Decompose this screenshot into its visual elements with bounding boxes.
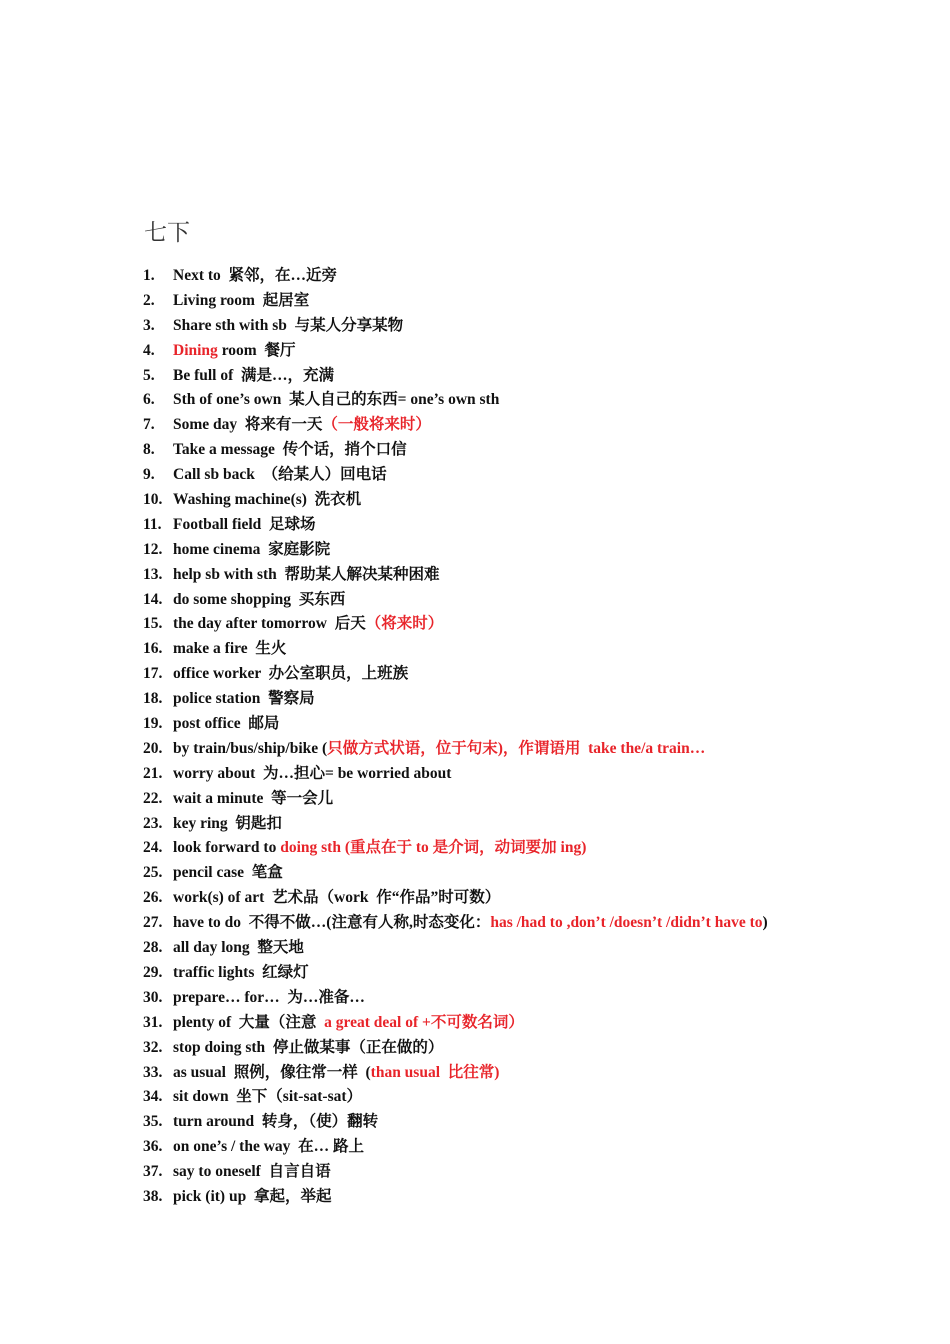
item-text [173, 413, 431, 438]
item-segment: have to do 不得不做…(注意有人称,时态变化： [173, 914, 491, 932]
list-item [143, 289, 933, 314]
item-segment: Living room 起居室 [173, 291, 310, 309]
item-text [173, 637, 286, 662]
item-number: 25. [143, 864, 163, 882]
item-segment: Sth of one’s own 某人自己的东西= one’s own sth [173, 391, 500, 409]
list-item [143, 662, 933, 687]
list-item [143, 911, 933, 936]
item-number: 36. [143, 1138, 163, 1156]
item-segment: home cinema 家庭影院 [173, 540, 331, 558]
list-item [143, 364, 933, 389]
item-text [173, 314, 403, 339]
item-segment: on one’s / the way 在… 路上 [173, 1138, 365, 1156]
item-number: 23. [143, 814, 163, 832]
list-item [143, 488, 933, 513]
list-item [143, 1135, 933, 1160]
item-text [173, 762, 451, 787]
vocabulary-list [143, 264, 933, 1210]
highlight-note: （一般将来时） [322, 416, 431, 434]
item-number: 10. [143, 491, 163, 509]
item-text [173, 787, 333, 812]
item-text [173, 563, 440, 588]
item-segment: ) [762, 914, 768, 932]
item-number: 17. [143, 665, 163, 683]
item-number: 5. [143, 366, 155, 384]
item-segment: Take a message 传个话，捎个口信 [173, 441, 407, 459]
item-text [173, 1110, 378, 1135]
item-segment: police station 警察局 [173, 690, 315, 708]
item-segment: all day long 整天地 [173, 939, 304, 957]
item-text [173, 911, 768, 936]
item-text [173, 812, 282, 837]
list-item [143, 787, 933, 812]
item-text [173, 339, 295, 364]
list-item [143, 1011, 933, 1036]
list-item [143, 1061, 933, 1086]
item-text [173, 1160, 331, 1185]
list-item [143, 1036, 933, 1061]
list-item [143, 886, 933, 911]
item-text [173, 588, 345, 613]
item-segment: say to oneself 自言自语 [173, 1163, 331, 1181]
item-segment: prepare… for… 为…准备… [173, 988, 365, 1006]
list-item [143, 438, 933, 463]
highlight-note: a great deal of +不可数名词） [324, 1013, 524, 1031]
item-number: 1. [143, 267, 155, 284]
item-number: 15. [143, 615, 163, 633]
item-text [173, 463, 387, 488]
list-item [143, 612, 933, 637]
highlight-note: 只做方式状语，位于句末)，作谓语用 take the/a train… [327, 739, 706, 757]
item-segment: help sb with sth 帮助某人解决某种困难 [173, 565, 440, 583]
item-number: 27. [143, 914, 163, 932]
item-number: 19. [143, 715, 163, 733]
item-text [173, 388, 499, 413]
item-number: 18. [143, 690, 163, 708]
item-number: 32. [143, 1038, 163, 1056]
item-text [173, 264, 337, 289]
item-text [173, 513, 316, 538]
item-segment: pick (it) up 拿起，举起 [173, 1187, 332, 1205]
item-segment: pencil case 笔盒 [173, 864, 283, 882]
item-segment: Football field 足球场 [173, 515, 316, 533]
item-text [173, 289, 309, 314]
list-item [143, 687, 933, 712]
highlight-note: than usual 比往常) [370, 1063, 500, 1081]
item-number: 9. [143, 466, 155, 484]
list-item [143, 961, 933, 986]
item-number: 16. [143, 640, 163, 658]
list-item [143, 986, 933, 1011]
list-item [143, 861, 933, 886]
list-item [143, 588, 933, 613]
item-segment: Next to 紧邻，在…近旁 [173, 267, 338, 284]
item-text [173, 538, 330, 563]
list-item [143, 712, 933, 737]
list-item [143, 388, 933, 413]
item-segment: Be full of 满是…，充满 [173, 366, 335, 384]
item-number: 2. [143, 291, 155, 309]
list-item [143, 314, 933, 339]
list-item [143, 1160, 933, 1185]
item-text [173, 1036, 443, 1061]
item-text [173, 961, 309, 986]
item-segment: make a fire 生火 [173, 640, 287, 658]
item-text [173, 687, 315, 712]
item-segment: key ring 钥匙扣 [173, 814, 282, 832]
item-number: 37. [143, 1163, 163, 1181]
item-number: 35. [143, 1113, 163, 1131]
item-segment: Some day 将来有一天 [173, 416, 323, 434]
item-number: 7. [143, 416, 155, 434]
item-text [173, 1061, 499, 1086]
item-text [173, 364, 334, 389]
item-number: 24. [143, 839, 163, 857]
item-number: 38. [143, 1187, 163, 1205]
item-segment: stop doing sth 停止做某事（正在做的） [173, 1038, 444, 1056]
item-segment: worry about 为…担心= be worried about [173, 764, 452, 782]
item-segment: plenty of 大量（注意 [173, 1013, 325, 1031]
list-item [143, 812, 933, 837]
item-segment: Washing machine(s) 洗衣机 [173, 491, 362, 509]
highlight-note: doing sth (重点在于 to 是介词，动词要加 ing) [280, 839, 587, 857]
item-number: 34. [143, 1088, 163, 1106]
list-item [143, 836, 933, 861]
item-text [173, 986, 365, 1011]
list-item [143, 1185, 933, 1210]
item-text [173, 886, 500, 911]
list-item [143, 413, 933, 438]
item-number: 22. [143, 789, 163, 807]
item-number: 6. [143, 391, 155, 409]
item-text [173, 936, 304, 961]
list-item [143, 538, 933, 563]
item-number: 13. [143, 565, 163, 583]
item-number: 8. [143, 441, 155, 459]
item-segment: wait a minute 等一会儿 [173, 789, 334, 807]
item-segment: do some shopping 买东西 [173, 590, 346, 608]
list-item [143, 737, 933, 762]
item-segment: traffic lights 红绿灯 [173, 963, 309, 981]
item-text [173, 861, 283, 886]
item-text [173, 612, 443, 637]
item-number: 30. [143, 988, 163, 1006]
item-text [173, 712, 279, 737]
list-item [143, 463, 933, 488]
item-segment: as usual 照例，像往常一样 ( [173, 1063, 371, 1081]
item-number: 33. [143, 1063, 163, 1081]
item-segment: room 餐厅 [217, 341, 296, 359]
list-item [143, 264, 933, 289]
item-text [173, 438, 407, 463]
page-title: 七下 [144, 220, 190, 245]
item-text [173, 662, 408, 687]
highlight-note: Dining [173, 341, 218, 359]
item-segment: Share sth with sb 与某人分享某物 [173, 316, 404, 334]
item-number: 26. [143, 889, 163, 907]
list-item [143, 563, 933, 588]
list-item [143, 762, 933, 787]
item-segment: by train/bus/ship/bike ( [173, 739, 328, 757]
item-number: 28. [143, 939, 163, 957]
item-number: 20. [143, 739, 163, 757]
item-number: 21. [143, 764, 163, 782]
item-segment: post office 邮局 [173, 715, 280, 733]
list-item [143, 513, 933, 538]
item-number: 4. [143, 341, 155, 359]
item-number: 29. [143, 963, 163, 981]
list-item [143, 339, 933, 364]
item-text [173, 737, 705, 762]
item-segment: the day after tomorrow 后天 [173, 615, 366, 633]
highlight-note: has /had to ,don’t /doesn’t /didn’t have to [490, 914, 763, 932]
item-number: 12. [143, 540, 163, 558]
item-segment: sit down 坐下（sit-sat-sat） [173, 1088, 363, 1106]
item-number: 11. [143, 515, 162, 533]
item-segment: office worker 办公室职员，上班族 [173, 665, 409, 683]
item-segment: look forward to [173, 839, 281, 857]
item-text [173, 1135, 364, 1160]
item-text [173, 488, 361, 513]
item-segment: turn around 转身，（使）翻转 [173, 1113, 379, 1131]
list-item [143, 637, 933, 662]
list-item [143, 1110, 933, 1135]
item-segment: Call sb back （给某人）回电话 [173, 466, 387, 484]
item-text [173, 1085, 362, 1110]
list-item [143, 1085, 933, 1110]
item-text [173, 836, 586, 861]
item-number: 3. [143, 316, 155, 334]
item-segment: work(s) of art 艺术品（work 作“作品”时可数） [173, 889, 501, 907]
list-item [143, 936, 933, 961]
item-text [173, 1011, 524, 1036]
item-number: 14. [143, 590, 163, 608]
item-text [173, 1185, 331, 1210]
item-number: 31. [143, 1013, 163, 1031]
highlight-note: （将来时） [365, 615, 444, 633]
